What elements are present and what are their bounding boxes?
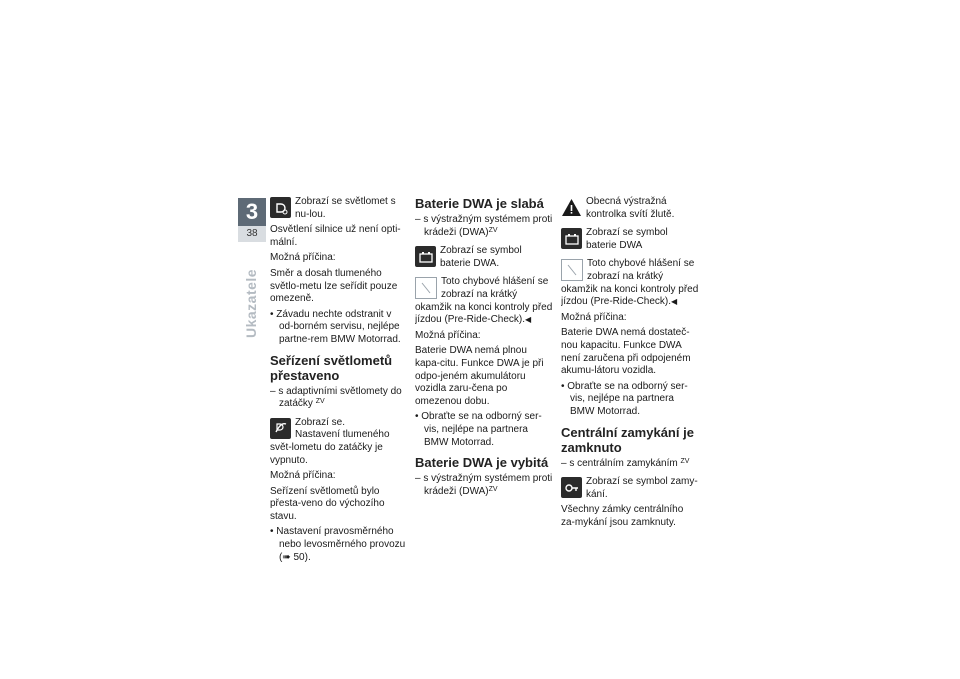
text: Směr a dosah tlumeného světlo-metu lze seřídit pouze omezeně. — [270, 267, 398, 305]
note-arrow-icon — [415, 277, 437, 299]
end-mark-icon: ◀ — [525, 315, 532, 325]
text: Možná příčina: — [561, 311, 627, 323]
warning-row — [561, 196, 699, 221]
text: Všechny zámky centrálního za-mykání jsou zamknuty. — [561, 504, 684, 528]
curve-icon-row — [270, 417, 408, 467]
dash-text: – s výstražným systémem proti krádeži (DWA) — [415, 473, 553, 497]
dash-item — [270, 386, 408, 411]
zv-mark: ZV — [488, 485, 498, 493]
curve-icon-text2: Nastavení tlumeného svět-lometu do zatáčky je vypnuto. — [270, 429, 390, 466]
text: Možná příčina: — [415, 329, 481, 341]
page-number: 38 — [238, 226, 266, 242]
note-row — [561, 258, 699, 308]
end-mark-icon: ◀ — [671, 297, 678, 307]
dash-item — [415, 214, 553, 239]
text: Baterie DWA nemá plnou kapa-citu. Funkce DWA je při odpo-jeném akumulátoru vozidla zaru-čena po omezenou dobu. — [415, 345, 544, 407]
battery-icon-row — [415, 245, 553, 270]
warning-triangle-icon — [561, 197, 582, 218]
bullet: • Nastavení pravosměrného nebo levosměrného provozu (➠ 50). — [270, 526, 406, 563]
dash-item — [415, 473, 553, 498]
zv-mark: ZV — [315, 398, 325, 406]
dwa-battery-icon — [415, 246, 436, 267]
headlight-icon-text: Zobrazí se světlomet s nu-lou. — [295, 196, 396, 220]
chapter-number: 3 — [238, 198, 266, 226]
zv-mark: ZV — [488, 226, 498, 234]
dash-text: – s adaptivními světlomety do zatáčky — [270, 385, 402, 410]
battery-icon-row — [561, 227, 699, 252]
dwa-battery-icon — [561, 228, 582, 249]
bullet: • Obraťte se na odborný ser-vis, nejlépe na partnera BMW Motorrad. — [561, 380, 688, 417]
lock-icon-row — [561, 476, 699, 501]
dash-text: – s výstražným systémem proti krádeži (DWA) — [415, 214, 553, 238]
warning-text: Obecná výstražná kontrolka svítí žlutě. — [586, 196, 675, 220]
curve-icon-text: Zobrazí se. — [295, 416, 346, 428]
heading-lock: Centrální zamykání je zamknuto — [561, 424, 694, 455]
dash-item — [561, 458, 699, 471]
bullet: • Obraťte se na odborný ser-vis, nejlépe na partnera BMW Motorrad. — [415, 411, 542, 448]
heading-adjust: Seřízení světlometů přestaveno — [270, 352, 393, 383]
text: Osvětlení silnice už není opti-mální. — [270, 224, 401, 248]
heading-empty: Baterie DWA je vybitá — [415, 455, 549, 471]
heading-weak: Baterie DWA je slabá — [415, 196, 544, 211]
note-text: Toto chybové hlášení se zobrazí na krátký okamžik na konci kontroly před jízdou (Pre-Ride-Check). — [561, 258, 699, 308]
column-1 — [270, 196, 408, 567]
zv-mark: ZV — [680, 457, 690, 465]
chapter-tab — [238, 198, 266, 242]
dash-text: – s centrálním zamykáním — [561, 457, 678, 469]
headlight-icon-row — [270, 196, 408, 221]
text: Možná příčina: — [270, 470, 336, 482]
bullet: • Závadu nechte odstranit v od-borném servisu, nejlépe partne-rem BMW Motorrad. — [270, 308, 401, 345]
battery-icon-text: Zobrazí se symbol baterie DWA — [586, 227, 668, 251]
note-arrow-icon — [561, 259, 583, 281]
note-text: Toto chybové hlášení se zobrazí na krátký okamžik na konci kontroly před jízdou (Pre-Ride-Check). — [415, 276, 553, 326]
section-label: Ukazatele — [243, 268, 259, 338]
lock-icon-text: Zobrazí se symbol zamy-kání. — [586, 476, 698, 500]
curve-light-icon — [270, 418, 291, 439]
text: Seřízení světlometů bylo přesta-veno do výchozího stavu. — [270, 485, 385, 522]
text: Baterie DWA nemá dostateč-nou kapacitu. Funkce DWA není zaručena při odpojeném akumu-látoru vozidla. — [561, 327, 691, 377]
column-2 — [415, 196, 553, 501]
note-row — [415, 276, 553, 326]
text: Možná příčina: — [270, 252, 336, 264]
key-lock-icon — [561, 477, 582, 498]
column-3 — [561, 196, 699, 532]
battery-icon-text: Zobrazí se symbol baterie DWA. — [440, 245, 522, 269]
headlight-zero-icon — [270, 197, 291, 218]
